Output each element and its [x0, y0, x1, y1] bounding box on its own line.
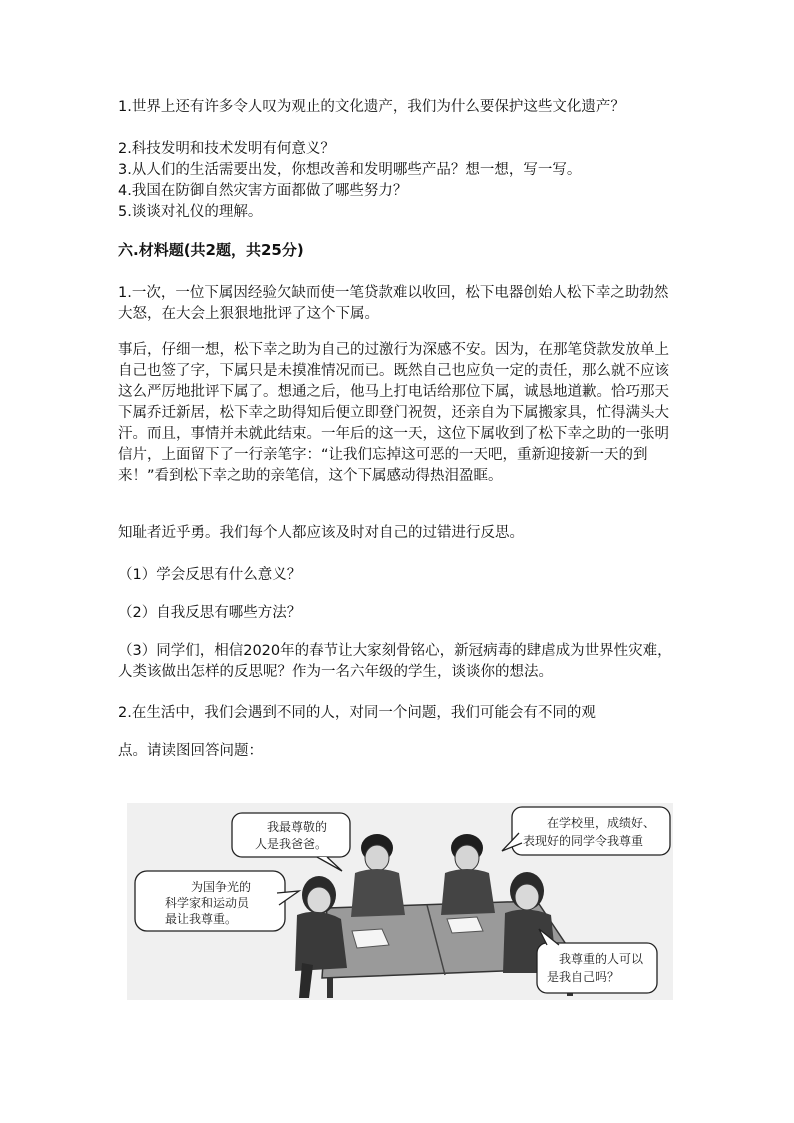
material1-question-1: （1）学会反思有什么意义？ — [118, 567, 302, 583]
bubble-scientist-line-2: 科学家和运动员 — [165, 896, 250, 910]
bubble-school-line-2: 表现好的同学令我尊重 — [523, 834, 644, 848]
question-5: 5.谈谈对礼仪的理解。 — [118, 204, 263, 220]
bubble-self-line-2: 是我自己吗？ — [547, 970, 620, 984]
bubble-dad-line-2: 人是我爸爸。 — [255, 837, 328, 851]
question-1: 1.世界上还有许多令人叹为观止的文化遗产，我们为什么要保护这些文化遗产？ — [118, 99, 625, 115]
speech-bubble-scientist — [135, 871, 299, 931]
material1-question-2: （2）自我反思有哪些方法？ — [118, 605, 302, 621]
question-2: 2.科技发明和技术发明有何意义？ — [118, 141, 335, 157]
bubble-self-line-1: 我尊重的人可以 — [559, 952, 644, 966]
bubble-dad-line-1: 我最尊敬的 — [267, 820, 328, 834]
material1-question-3: （3）同学们，相信2020年的春节让大家刻骨铭心，新冠病毒的肆虐成为世界性灾难，人类该做出怎样的反思呢？作为一名六年级的学生，谈谈你的想法。 — [118, 643, 672, 680]
question-3: 3.从人们的生活需要出发，你想改善和发明哪些产品？想一想，写一写。 — [118, 162, 582, 178]
bubble-scientist-line-3: 最让我尊重。 — [165, 912, 238, 926]
discussion-illustration — [127, 803, 673, 1000]
bubble-scientist-line-1: 为国争光的 — [191, 880, 252, 894]
material2-line-2: 点。请读图回答问题： — [118, 743, 263, 759]
material1-intro: 1.一次，一位下属因经验欠缺而使一笔贷款难以收回，松下电器创始人松下幸之助勃然大怒，在大会上狠狠地批评了这个下属。 — [118, 285, 669, 322]
material1-story: 事后，仔细一想，松下幸之助为自己的过激行为深感不安。因为，在那笔贷款发放单上自己也签了字，下属只是未摸准情况而已。既然自己也应负一定的责任，那么就不应该这么严厉地批评下属了。想通之后，他马上打电话给那位下属，诚恳地道歉。恰巧那天下属乔迁新居，松下幸之助得知后便立即登门祝贺，还亲自为下属搬家具，忙得满头大汗。而且，事情并未就此结束。一年后的这一天，这位下属收到了松下幸之助的一张明信片，上面留下了一行亲笔字：“让我们忘掉这可恶的一天吧，重新迎接新一天的到来！”看到松下幸之助的亲笔信，这个下属感动得热泪盈眶。 — [118, 342, 669, 484]
speech-bubble-school — [502, 807, 670, 855]
material2-line-1: 2.在生活中，我们会遇到不同的人，对同一个问题，我们可能会有不同的观 — [118, 705, 596, 721]
bubble-school-line-1: 在学校里，成绩好、 — [547, 816, 656, 830]
section-heading: 六.材料题(共2题，共25分) — [118, 241, 304, 259]
material1-summary: 知耻者近乎勇。我们每个人都应该及时对自己的过错进行反思。 — [118, 525, 524, 541]
question-4: 4.我国在防御自然灾害方面都做了哪些努力？ — [118, 183, 408, 199]
